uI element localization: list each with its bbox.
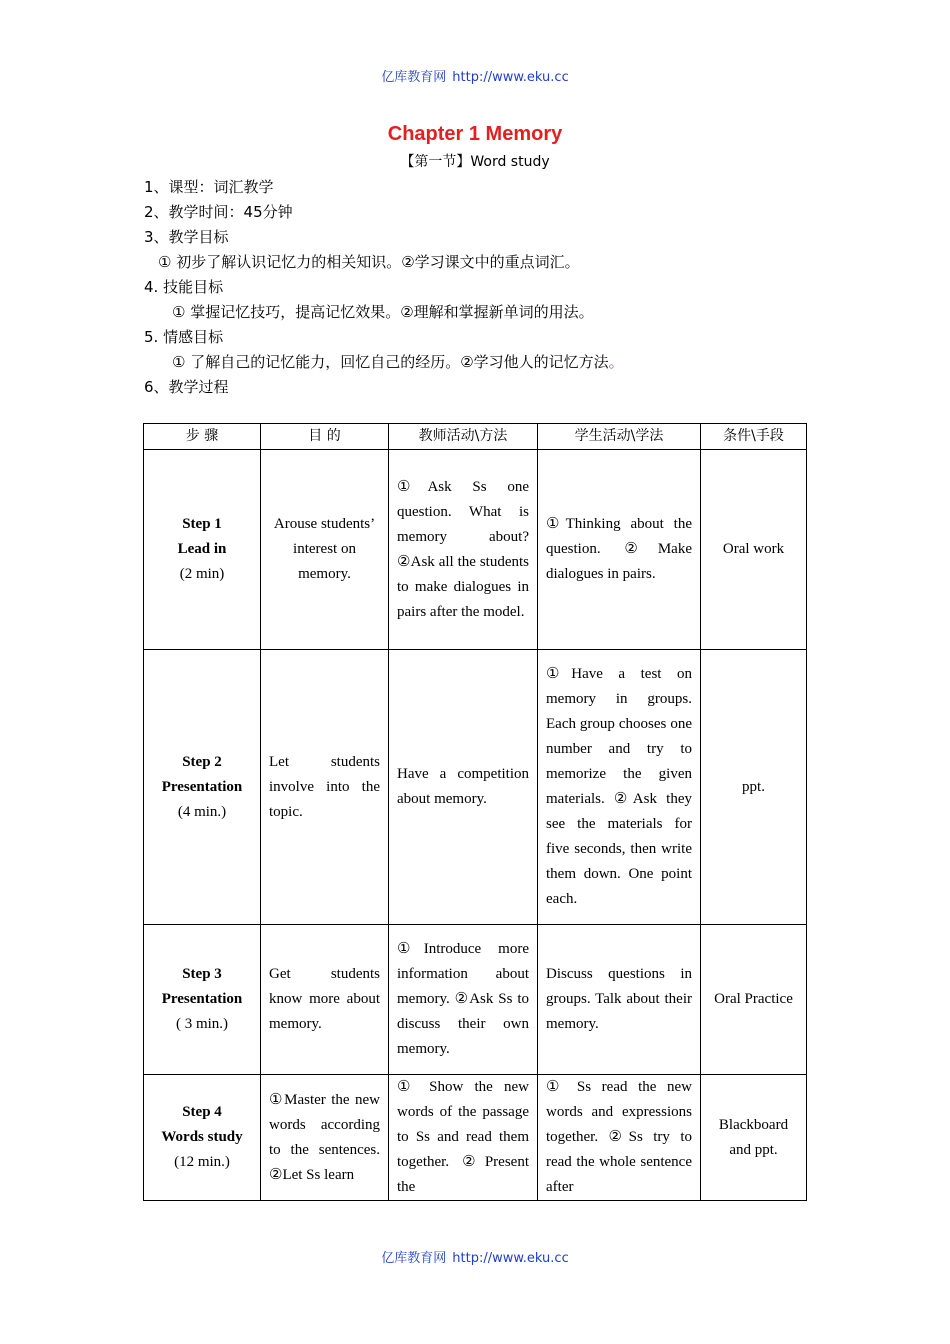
step-time: (2 min) (179, 566, 225, 582)
lesson-info (144, 175, 844, 400)
teacher-cell: ①Ask Ss one question. What is memory about? ②Ask all the students to make dialogues in pairs after the model. (389, 450, 538, 650)
means-cell: Blackboard and ppt. (701, 1075, 807, 1201)
header-step: 步 骤 (144, 424, 261, 450)
purpose-cell: Let students involve into the topic. (261, 650, 389, 925)
purpose-cell: ①Master the new words according to the sentences. ②Let Ss learn (261, 1075, 389, 1201)
student-cell: ①Have a test on memory in groups. Each group chooses one number and try to memorize the given materials. ②Ask they see the materials for five seconds, then write them down. One point each. (538, 650, 701, 925)
step-cell (144, 1075, 261, 1201)
step-sub: Presentation (161, 778, 243, 795)
document-subtitle: 【第一节】Word study (400, 154, 550, 170)
table-row (144, 450, 807, 650)
document-title: Chapter 1 Memory (387, 123, 563, 145)
step-sub: Lead in (177, 541, 227, 557)
step-sub: Presentation (161, 991, 243, 1007)
student-cell: ①Thinking about the question. ②Make dialogues in pairs. (538, 450, 701, 650)
student-cell: Discuss questions in groups. Talk about their memory. (538, 925, 701, 1075)
goals-text: ① 初步了解认识记忆力的相关知识。②学习课文中的重点词汇。 (158, 253, 580, 271)
step-name: Step 2 (182, 753, 222, 770)
step-time: ( 3 min.) (175, 1016, 229, 1032)
step-name: Step 1 (182, 516, 222, 532)
means-cell: Oral Practice (701, 925, 807, 1075)
emotion-line (144, 350, 844, 375)
course-type: 1、课型：词汇教学 (144, 178, 274, 196)
footer-url[interactable]: http://www.eku.cc (452, 1251, 569, 1266)
footer-site-name: 亿库教育网 (381, 1251, 447, 1266)
means-cell: Oral work (701, 450, 807, 650)
header-purpose: 目 的 (261, 424, 389, 450)
step-sub: Words study (161, 1129, 243, 1145)
skills-heading: 4. 技能目标 (144, 278, 224, 296)
step-cell (144, 650, 261, 925)
step-cell (144, 925, 261, 1075)
lesson-duration: 2、教学时间：45分钟 (144, 203, 293, 221)
header-student-activity: 学生活动\学法 (538, 424, 701, 450)
page-header (0, 66, 950, 85)
skills-text: ① 掌握记忆技巧，提高记忆效果。②理解和掌握新单词的用法。 (172, 303, 594, 321)
purpose-cell: Get students know more about memory. (261, 925, 389, 1075)
means-cell: ppt. (701, 650, 807, 925)
table-header-row (144, 424, 807, 450)
teacher-cell: Have a competition about memory. (389, 650, 538, 925)
table-row (144, 925, 807, 1075)
step-time: (12 min.) (174, 1154, 230, 1170)
teacher-cell: ① Show the new words of the passage to Ss and read them together. ②Present the (389, 1075, 538, 1201)
teacher-cell: ①Introduce more information about memory. ②Ask Ss to discuss their own memory. (389, 925, 538, 1075)
goals-heading: 3、教学目标 (144, 228, 229, 246)
header-site-name: 亿库教育网 (381, 70, 447, 85)
emotion-heading: 5. 情感目标 (144, 328, 224, 346)
purpose-cell: Arouse students’ interest on memory. (261, 450, 389, 650)
header-means: 条件\手段 (701, 424, 807, 450)
table-row (144, 1075, 807, 1201)
header-teacher-activity: 教师活动\方法 (389, 424, 538, 450)
student-cell: ① Ss read the new words and expressions together. ②Ss try to read the whole sentence after (538, 1075, 701, 1201)
page-footer (0, 1247, 950, 1266)
step-time: (4 min.) (177, 803, 227, 820)
emotion-text: ① 了解自己的记忆能力，回忆自己的经历。②学习他人的记忆方法 (172, 353, 609, 371)
step-name: Step 3 (182, 966, 222, 982)
step-name: Step 4 (182, 1104, 222, 1120)
emotion-end-mark: 。 (608, 353, 624, 371)
header-url[interactable]: http://www.eku.cc (452, 70, 569, 85)
table-row (144, 650, 807, 925)
step-cell (144, 450, 261, 650)
teaching-process-table (143, 423, 807, 1201)
process-heading: 6、教学过程 (144, 378, 229, 396)
